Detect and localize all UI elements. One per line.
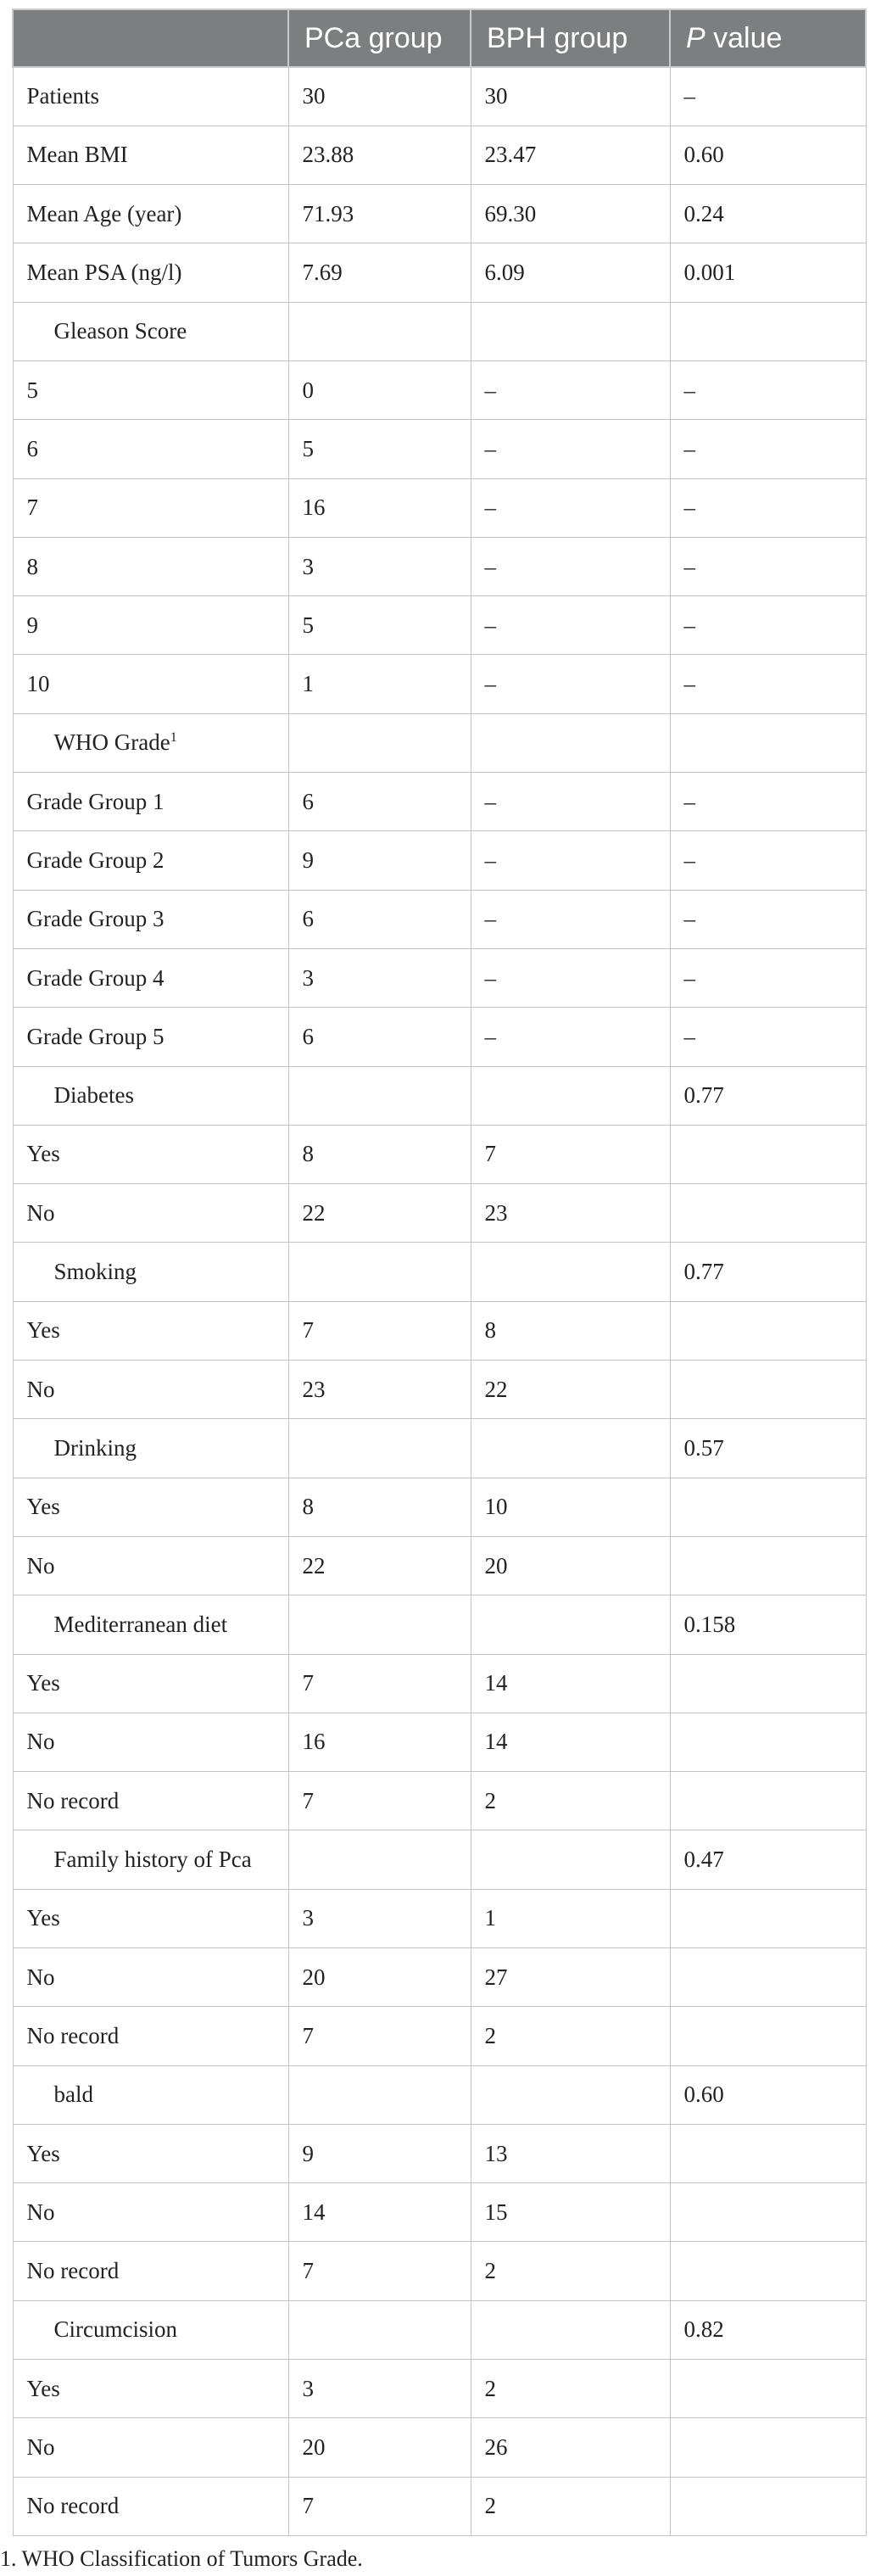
bph-group-cell xyxy=(471,1243,670,1301)
bph-group-cell: 7 xyxy=(471,1125,670,1183)
table-footnote: 1. WHO Classification of Tumors Grade. xyxy=(0,2546,363,2571)
section-row xyxy=(13,2065,866,2124)
row-label: No xyxy=(26,1964,55,1990)
row-label-cell xyxy=(13,1654,288,1713)
bph-group-cell: 22 xyxy=(471,1361,670,1419)
pca-group-cell: 20 xyxy=(288,2418,471,2477)
pca-group-cell: 23 xyxy=(288,1361,471,1419)
row-label-cell xyxy=(13,596,288,655)
pca-group-cell xyxy=(288,1066,471,1125)
table-header xyxy=(13,9,866,67)
row-label: Circumcision xyxy=(53,2316,177,2343)
bph-group-cell: 10 xyxy=(471,1478,670,1536)
p-value-cell: 0.77 xyxy=(670,1243,866,1301)
p-value-cell: – xyxy=(670,831,866,890)
row-label: Diabetes xyxy=(53,1082,134,1109)
pca-group-cell xyxy=(288,2300,471,2359)
row-label: Grade Group 2 xyxy=(26,847,165,873)
bph-group-cell: – xyxy=(471,890,670,948)
table-row xyxy=(13,67,866,126)
section-row xyxy=(13,1243,866,1301)
table-row xyxy=(13,360,866,419)
bph-group-cell: 15 xyxy=(471,2183,670,2242)
table-row xyxy=(13,1008,866,1066)
p-value-cell xyxy=(670,2124,866,2182)
row-label: Grade Group 1 xyxy=(26,788,165,814)
row-label: Yes xyxy=(26,2375,60,2401)
row-label-cell xyxy=(13,478,288,537)
p-value-cell: 0.60 xyxy=(670,2065,866,2124)
pca-group-cell: 3 xyxy=(288,1889,471,1947)
table-row xyxy=(13,420,866,478)
p-value-cell: 0.24 xyxy=(670,185,866,243)
section-label-cell xyxy=(13,1830,288,1889)
row-label: Family history of Pca xyxy=(53,1847,252,1873)
section-label-cell xyxy=(13,1595,288,1654)
p-value-cell: 0.001 xyxy=(670,243,866,302)
table-row xyxy=(13,1478,866,1536)
p-value-cell: – xyxy=(670,360,866,419)
footnote-marker: 1 xyxy=(170,730,177,746)
p-value-cell: 0.158 xyxy=(670,1595,866,1654)
bph-group-cell xyxy=(471,2065,670,2124)
pca-group-cell: 9 xyxy=(288,831,471,890)
bph-group-cell: 27 xyxy=(471,1948,670,2007)
pca-group-cell: 22 xyxy=(288,1184,471,1243)
table-row xyxy=(13,1654,866,1713)
p-value-cell xyxy=(670,1713,866,1771)
row-label-cell xyxy=(13,1536,288,1595)
bph-group-cell: 2 xyxy=(471,2242,670,2300)
table-row xyxy=(13,773,866,831)
p-value-cell xyxy=(670,1948,866,2007)
table-row xyxy=(13,1772,866,1830)
pca-group-cell: 0 xyxy=(288,360,471,419)
table-row xyxy=(13,1184,866,1243)
table-row xyxy=(13,2124,866,2182)
pca-group-cell: 7 xyxy=(288,1301,471,1360)
section-row xyxy=(13,713,866,772)
row-label: Grade Group 4 xyxy=(26,964,165,991)
section-label-cell xyxy=(13,2065,288,2124)
p-value-cell xyxy=(670,1536,866,1595)
p-value-cell xyxy=(670,2183,866,2242)
row-label-cell xyxy=(13,1361,288,1419)
row-label-cell xyxy=(13,2007,288,2065)
bph-group-cell: – xyxy=(471,596,670,655)
table-row xyxy=(13,890,866,948)
header-bph-group: BPH group xyxy=(471,9,670,67)
p-value-cell xyxy=(670,1184,866,1243)
header-p-italic: P xyxy=(686,21,705,54)
bph-group-cell: 26 xyxy=(471,2418,670,2477)
section-label-cell xyxy=(13,1243,288,1301)
pca-group-cell: 7.69 xyxy=(288,243,471,302)
p-value-cell: – xyxy=(670,478,866,537)
p-value-cell xyxy=(670,2242,866,2300)
p-value-cell xyxy=(670,1361,866,1419)
bph-group-cell xyxy=(471,1595,670,1654)
pca-group-cell xyxy=(288,1243,471,1301)
bph-group-cell: – xyxy=(471,831,670,890)
row-label-cell xyxy=(13,831,288,890)
row-label-cell xyxy=(13,2418,288,2477)
header-p-value-label: value xyxy=(713,21,783,54)
p-value-cell: 0.82 xyxy=(670,2300,866,2359)
row-label-cell xyxy=(13,1184,288,1243)
row-label: Yes xyxy=(26,1494,60,1520)
bph-group-cell: – xyxy=(471,773,670,831)
row-label: No xyxy=(26,1729,55,1755)
section-row xyxy=(13,1066,866,1125)
bph-group-cell: 8 xyxy=(471,1301,670,1360)
header-p-value xyxy=(670,9,866,67)
table-row xyxy=(13,2007,866,2065)
table-row xyxy=(13,2477,866,2535)
bph-group-cell xyxy=(471,1066,670,1125)
row-label: WHO Grade xyxy=(53,729,170,756)
pca-group-cell: 71.93 xyxy=(288,185,471,243)
row-label: 6 xyxy=(26,435,38,461)
bph-group-cell xyxy=(471,302,670,360)
bph-group-cell: 2 xyxy=(471,2360,670,2418)
pca-group-cell xyxy=(288,1595,471,1654)
header-row xyxy=(13,9,866,67)
row-label-cell xyxy=(13,243,288,302)
pca-group-cell: 30 xyxy=(288,67,471,126)
bph-group-cell: 2 xyxy=(471,2007,670,2065)
table-row xyxy=(13,2242,866,2300)
table-row xyxy=(13,243,866,302)
bph-group-cell: 13 xyxy=(471,2124,670,2182)
row-label: Mediterranean diet xyxy=(53,1611,228,1637)
p-value-cell: – xyxy=(670,948,866,1007)
row-label: No xyxy=(26,1552,55,1579)
p-value-cell xyxy=(670,1125,866,1183)
pca-group-cell: 3 xyxy=(288,537,471,595)
bph-group-cell: 14 xyxy=(471,1713,670,1771)
section-row xyxy=(13,1830,866,1889)
row-label: No record xyxy=(26,2022,120,2048)
bph-group-cell xyxy=(471,1830,670,1889)
row-label: No xyxy=(26,1376,55,1402)
row-label: Mean BMI xyxy=(26,142,128,168)
section-label-cell xyxy=(13,2300,288,2359)
row-label: 8 xyxy=(26,553,38,579)
p-value-cell: – xyxy=(670,655,866,713)
pca-group-cell: 7 xyxy=(288,1654,471,1713)
table-body xyxy=(13,67,866,2535)
p-value-cell xyxy=(670,1889,866,1947)
row-label: Grade Group 3 xyxy=(26,906,165,932)
row-label: Gleason Score xyxy=(53,318,187,344)
bph-group-cell xyxy=(471,2300,670,2359)
section-row xyxy=(13,1419,866,1478)
pca-group-cell xyxy=(288,2065,471,2124)
p-value-cell xyxy=(670,1478,866,1536)
row-label: Mean PSA (ng/l) xyxy=(26,260,182,286)
table-row xyxy=(13,655,866,713)
pca-group-cell: 6 xyxy=(288,1008,471,1066)
row-label-cell xyxy=(13,1889,288,1947)
row-label-cell xyxy=(13,2183,288,2242)
p-value-cell: 0.47 xyxy=(670,1830,866,1889)
row-label: No record xyxy=(26,1787,120,1813)
row-label-cell xyxy=(13,773,288,831)
table-row xyxy=(13,2418,866,2477)
header-pca-group: PCa group xyxy=(288,9,471,67)
table-row xyxy=(13,596,866,655)
row-label-cell xyxy=(13,890,288,948)
table-row xyxy=(13,2183,866,2242)
row-label-cell xyxy=(13,420,288,478)
row-label-cell xyxy=(13,360,288,419)
row-label: Yes xyxy=(26,1670,60,1696)
table-row xyxy=(13,1713,866,1771)
pca-group-cell: 16 xyxy=(288,1713,471,1771)
pca-group-cell: 20 xyxy=(288,1948,471,2007)
row-label: Yes xyxy=(26,1317,60,1344)
row-label: Yes xyxy=(26,2140,60,2166)
pca-group-cell: 5 xyxy=(288,420,471,478)
table-row xyxy=(13,126,866,184)
table-row xyxy=(13,537,866,595)
bph-group-cell: 2 xyxy=(471,1772,670,1830)
row-label: No record xyxy=(26,2493,120,2519)
row-label: Yes xyxy=(26,1905,60,1931)
pca-group-cell: 7 xyxy=(288,2477,471,2535)
bph-group-cell: 30 xyxy=(471,67,670,126)
pca-group-cell xyxy=(288,302,471,360)
row-label-cell xyxy=(13,1713,288,1771)
pca-group-cell: 6 xyxy=(288,890,471,948)
row-label-cell xyxy=(13,1478,288,1536)
section-label-cell xyxy=(13,713,288,772)
table-row xyxy=(13,1125,866,1183)
row-label: bald xyxy=(53,2081,93,2108)
row-label-cell xyxy=(13,185,288,243)
pca-group-cell: 6 xyxy=(288,773,471,831)
bph-group-cell: – xyxy=(471,948,670,1007)
row-label: 10 xyxy=(26,671,50,697)
header-characteristic xyxy=(13,9,288,67)
table-row xyxy=(13,1889,866,1947)
bph-group-cell: – xyxy=(471,420,670,478)
bph-group-cell: 1 xyxy=(471,1889,670,1947)
p-value-cell xyxy=(670,1654,866,1713)
bph-group-cell: 2 xyxy=(471,2477,670,2535)
p-value-cell: 0.77 xyxy=(670,1066,866,1125)
bph-group-cell: – xyxy=(471,655,670,713)
table-row xyxy=(13,1301,866,1360)
row-label: No record xyxy=(26,2258,120,2284)
row-label: Drinking xyxy=(53,1434,137,1461)
pca-group-cell: 3 xyxy=(288,948,471,1007)
pca-group-cell: 8 xyxy=(288,1125,471,1183)
p-value-cell xyxy=(670,2360,866,2418)
pca-group-cell: 3 xyxy=(288,2360,471,2418)
table-row xyxy=(13,831,866,890)
bph-group-cell: 20 xyxy=(471,1536,670,1595)
section-row xyxy=(13,302,866,360)
row-label: No xyxy=(26,2434,55,2461)
pca-group-cell: 22 xyxy=(288,1536,471,1595)
row-label-cell xyxy=(13,126,288,184)
row-label: 9 xyxy=(26,612,38,638)
p-value-cell xyxy=(670,302,866,360)
pca-group-cell: 5 xyxy=(288,596,471,655)
row-label: Patients xyxy=(26,83,99,109)
pca-group-cell xyxy=(288,713,471,772)
section-label-cell xyxy=(13,1066,288,1125)
pca-group-cell: 9 xyxy=(288,2124,471,2182)
p-value-cell: – xyxy=(670,596,866,655)
p-value-cell xyxy=(670,2007,866,2065)
pca-group-cell: 8 xyxy=(288,1478,471,1536)
data-table-container xyxy=(12,8,865,2536)
bph-group-cell: 6.09 xyxy=(471,243,670,302)
row-label: Smoking xyxy=(53,1259,137,1285)
p-value-cell: – xyxy=(670,420,866,478)
row-label-cell xyxy=(13,2360,288,2418)
section-row xyxy=(13,1595,866,1654)
row-label-cell xyxy=(13,1008,288,1066)
row-label-cell xyxy=(13,2477,288,2535)
pca-group-cell: 7 xyxy=(288,2007,471,2065)
table-row xyxy=(13,1536,866,1595)
row-label-cell xyxy=(13,2242,288,2300)
table-row xyxy=(13,1948,866,2007)
section-row xyxy=(13,2300,866,2359)
bph-group-cell xyxy=(471,713,670,772)
p-value-cell: – xyxy=(670,1008,866,1066)
row-label: No xyxy=(26,1199,55,1226)
row-label-cell xyxy=(13,537,288,595)
bph-group-cell: 69.30 xyxy=(471,185,670,243)
p-value-cell xyxy=(670,713,866,772)
bph-group-cell: 14 xyxy=(471,1654,670,1713)
row-label-cell xyxy=(13,1948,288,2007)
pca-group-cell: 14 xyxy=(288,2183,471,2242)
pca-group-cell xyxy=(288,1419,471,1478)
table-row xyxy=(13,478,866,537)
pca-group-cell: 7 xyxy=(288,1772,471,1830)
row-label: Grade Group 5 xyxy=(26,1023,165,1049)
p-value-cell: 0.57 xyxy=(670,1419,866,1478)
row-label-cell xyxy=(13,948,288,1007)
row-label: Mean Age (year) xyxy=(26,200,182,226)
pca-group-cell: 1 xyxy=(288,655,471,713)
row-label: 5 xyxy=(26,377,38,403)
table-row xyxy=(13,185,866,243)
row-label-cell xyxy=(13,1125,288,1183)
p-value-cell xyxy=(670,2418,866,2477)
table-row xyxy=(13,1361,866,1419)
bph-group-cell: 23.47 xyxy=(471,126,670,184)
pca-group-cell xyxy=(288,1830,471,1889)
row-label: No xyxy=(26,2199,55,2225)
bph-group-cell: – xyxy=(471,537,670,595)
pca-group-cell: 23.88 xyxy=(288,126,471,184)
pca-group-cell: 16 xyxy=(288,478,471,537)
section-label-cell xyxy=(13,1419,288,1478)
p-value-cell xyxy=(670,1772,866,1830)
p-value-cell: – xyxy=(670,773,866,831)
p-value-cell: – xyxy=(670,67,866,126)
row-label: Yes xyxy=(26,1141,60,1167)
p-value-cell xyxy=(670,1301,866,1360)
pca-group-cell: 7 xyxy=(288,2242,471,2300)
p-value-cell: – xyxy=(670,537,866,595)
row-label-cell xyxy=(13,1772,288,1830)
section-label-cell xyxy=(13,302,288,360)
table-row xyxy=(13,948,866,1007)
bph-group-cell: – xyxy=(471,360,670,419)
row-label: 7 xyxy=(26,495,38,521)
bph-group-cell: 23 xyxy=(471,1184,670,1243)
p-value-cell xyxy=(670,2477,866,2535)
row-label-cell xyxy=(13,655,288,713)
row-label-cell xyxy=(13,67,288,126)
patient-characteristics-table xyxy=(12,8,867,2536)
row-label-cell xyxy=(13,2124,288,2182)
row-label-cell xyxy=(13,1301,288,1360)
bph-group-cell xyxy=(471,1419,670,1478)
p-value-cell: 0.60 xyxy=(670,126,866,184)
bph-group-cell: – xyxy=(471,478,670,537)
p-value-cell: – xyxy=(670,890,866,948)
table-row xyxy=(13,2360,866,2418)
bph-group-cell: – xyxy=(471,1008,670,1066)
